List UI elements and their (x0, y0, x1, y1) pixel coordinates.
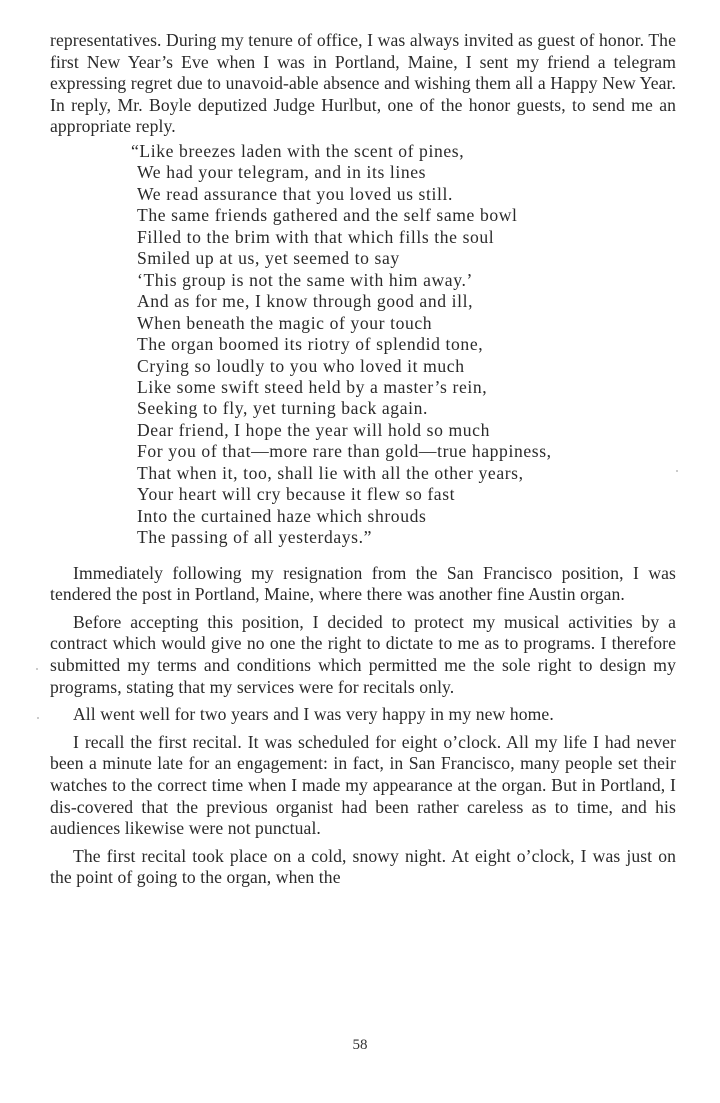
poem-line: When beneath the magic of your touch (137, 312, 433, 333)
poem-line: Your heart will cry because it flew so fast (137, 484, 456, 505)
paragraph-first-recital: I recall the first recital. It was scheduled for eight o’clock. All my life I had never been a minute late for an engagement: in fact, in San Francisco, many people set their watches to the correct time when I made my appearance at the organ. But in Portland, I dis-covered that the previous organist had been rather careless as to time, and his audiences likewise were not punctual. (50, 731, 676, 839)
poem-line: ‘This group is not the same with him away.’ (137, 269, 473, 290)
poem-line: That when it, too, shall lie with all the other years, (137, 462, 524, 483)
poem-line: Filled to the brim with that which fills the soul (137, 226, 495, 247)
poem-line: The same friends gathered and the self same bowl (137, 205, 518, 226)
poem-line: The passing of all yesterdays.” (137, 527, 373, 548)
poem-line: And as for me, I know through good and ill, (137, 291, 474, 312)
poem-line: Smiled up at us, yet seemed to say (137, 248, 400, 269)
scan-speck (37, 717, 39, 719)
page-body (50, 30, 676, 889)
poem-line: For you of that—more rare than gold—true happiness, (137, 441, 552, 462)
poem-line: “Like breezes laden with the scent of pines, (131, 140, 465, 161)
poem-line: Crying so loudly to you who loved it much (137, 355, 465, 376)
scan-speck (36, 668, 38, 670)
paragraph-two-years: All went well for two years and I was very happy in my new home. (73, 704, 554, 725)
paragraph-snowy-night: The first recital took place on a cold, snowy night. At eight o’clock, I was just on the point of going to the organ, when the (50, 845, 676, 888)
poem (50, 141, 676, 549)
scan-speck (676, 470, 678, 472)
poem-lines (50, 141, 676, 549)
poem-line: We read assurance that you loved us still. (137, 183, 453, 204)
poem-line: Seeking to fly, yet turning back again. (137, 398, 428, 419)
paragraph-resignation: Immediately following my resignation from the San Francisco position, I was tendered the post in Portland, Maine, where there was another fine Austin organ. (50, 562, 676, 605)
poem-line: Into the curtained haze which shrouds (137, 505, 427, 526)
poem-line: Like some swift steed held by a master’s rein, (137, 376, 488, 397)
page-number: 58 (352, 1037, 368, 1053)
poem-line: The organ boomed its riotry of splendid tone, (137, 334, 484, 355)
opening-paragraph: representatives. During my tenure of office, I was always invited as guest of honor. The first New Year’s Eve when I was in Portland, Maine, I sent my friend a telegram expressing regret due to unavoid-able absence and wishing them all a Happy New Year. In reply, Mr. Boyle deputized Judge Hurlbut, one of the honor guests, to send me an appropriate reply. (50, 30, 676, 137)
poem-line: We had your telegram, and in its lines (137, 162, 427, 183)
paragraph-contract: Before accepting this position, I decided to protect my musical activities by a contract which would give no one the right to dictate to me as to programs. I therefore submitted my terms and conditions which permitted me the sole right to design my programs, stating that my services were for recitals only. (50, 611, 676, 697)
poem-line: Dear friend, I hope the year will hold so much (137, 419, 490, 440)
